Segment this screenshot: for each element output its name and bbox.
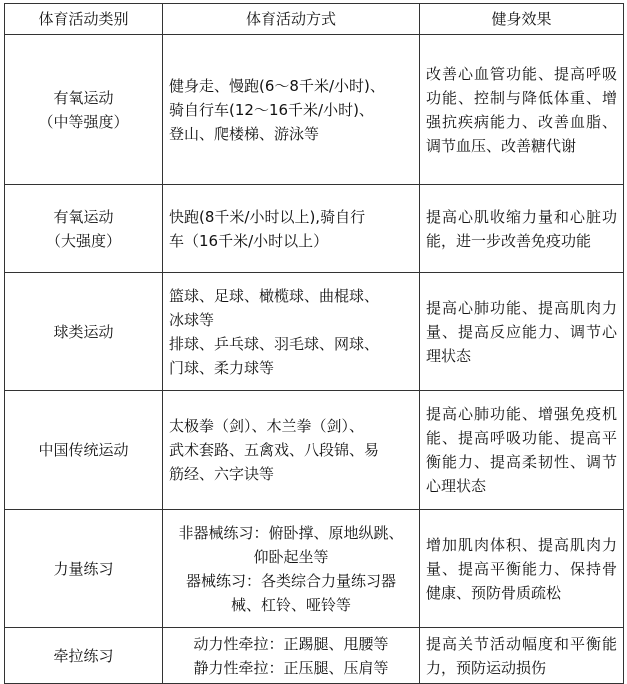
category-line: 牵拉练习: [53, 646, 114, 665]
method-line: 器械练习：各类综合力量练习器: [185, 571, 396, 590]
method-line: 动力性牵拉：正踢腿、甩腰等: [193, 634, 389, 653]
method-line: 太极拳（剑）、木兰拳（剑）、: [169, 417, 365, 435]
method-line: 健身走、慢跑(6～8千米/小时)、: [169, 76, 385, 95]
method-line: 篮球、足球、橄榄球、曲棍球、: [169, 286, 380, 305]
effect-cell: 提高心肺功能、提高肌肉力量、提高反应能力、调节心理状态: [420, 273, 624, 391]
method-line: 冰球等: [169, 310, 215, 329]
method-cell: [163, 510, 420, 628]
table-row: [5, 35, 624, 185]
header-row: [5, 4, 624, 35]
method-line: 骑自行车(12～16千米/小时)、: [169, 100, 374, 119]
category-line: （大强度）: [45, 231, 121, 250]
header-category: 体育活动类别: [5, 4, 163, 35]
method-line: 门球、柔力球等: [169, 358, 275, 377]
category-cell: [5, 35, 163, 185]
method-cell: [163, 628, 420, 684]
table-row: [5, 185, 624, 273]
category-cell: [5, 391, 163, 510]
category-line: 球类运动: [53, 322, 114, 341]
method-cell: [163, 35, 420, 185]
category-line: 有氧运动: [53, 88, 114, 107]
method-line: 快跑(8千米/小时以上),骑自行: [169, 207, 366, 226]
fitness-activity-table: [4, 3, 624, 684]
header-method: 体育活动方式: [163, 4, 420, 35]
category-line: 有氧运动: [53, 207, 114, 226]
table-row: [5, 510, 624, 628]
category-cell: [5, 628, 163, 684]
method-line: 登山、爬楼梯、游泳等: [169, 124, 320, 143]
effect-cell: 提高心肌收缩力量和心脏功能，进一步改善免疫功能: [420, 185, 624, 273]
method-cell: [163, 185, 420, 273]
method-line: 仰卧起坐等: [253, 547, 329, 566]
effect-cell: 提高关节活动幅度和平衡能力，预防运动损伤: [420, 628, 624, 684]
category-cell: [5, 273, 163, 391]
effect-cell: 增加肌肉体积、提高肌肉力量、提高平衡能力、保持骨健康、预防骨质疏松: [420, 510, 624, 628]
header-effect: 健身效果: [420, 4, 624, 35]
method-line: 车（16千米/小时以上）: [169, 231, 329, 250]
method-line: 筋经、六字诀等: [169, 465, 275, 483]
category-cell: [5, 185, 163, 273]
category-line: 力量练习: [53, 559, 114, 578]
category-line: （中等强度）: [38, 112, 129, 131]
method-cell: [163, 273, 420, 391]
category-cell: [5, 510, 163, 628]
method-cell: [163, 391, 420, 510]
method-line: 械、杠铃、哑铃等: [230, 595, 351, 614]
method-line: 非器械练习：俯卧撑、原地纵跳、: [178, 523, 404, 542]
method-line: 武术套路、五禽戏、八段锦、易: [169, 441, 380, 459]
category-line: 中国传统运动: [38, 441, 129, 459]
method-line: 静力性牵拉：正压腿、压肩等: [193, 658, 389, 677]
table-row: [5, 391, 624, 510]
effect-cell: 提高心肺功能、增强免疫机能、提高呼吸功能、提高平衡能力、提高柔韧性、调节心理状态: [420, 391, 624, 510]
table-row: [5, 628, 624, 684]
method-line: 排球、乒乓球、羽毛球、网球、: [169, 334, 380, 353]
table-row: [5, 273, 624, 391]
effect-cell: 改善心血管功能、提高呼吸功能、控制与降低体重、增强抗疾病能力、改善血脂、调节血压、改善糖代谢: [420, 35, 624, 185]
